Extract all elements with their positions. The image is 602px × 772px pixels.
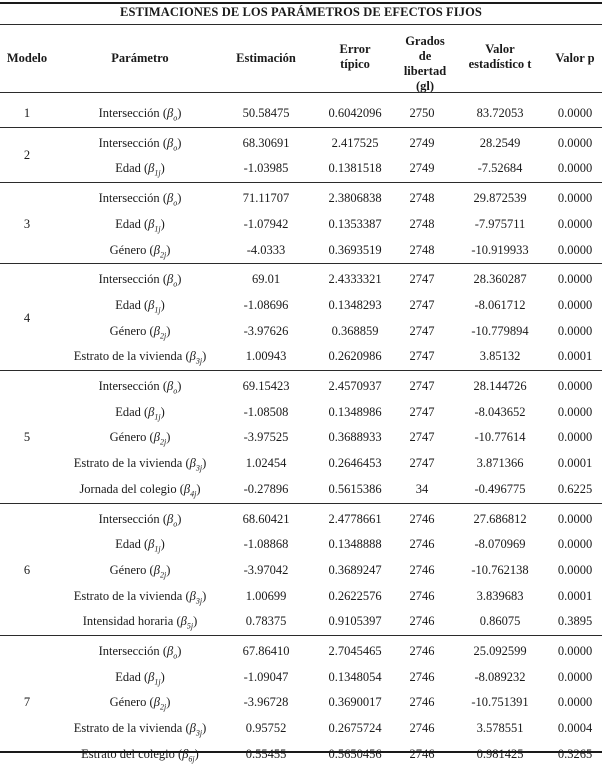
p-cell: 0.0004 xyxy=(557,721,593,736)
p-cell: 0.0000 xyxy=(557,272,593,287)
p-cell: 0.0000 xyxy=(557,695,593,710)
beta-symbol xyxy=(148,297,161,315)
param-cell: Edad $(\beta_{1j})$ xyxy=(115,161,165,178)
header-t-line2: estadístico t xyxy=(468,57,532,71)
param-cell: Estrato de la vivienda $(\beta_{3j})$ xyxy=(73,588,207,606)
model-label: 4 xyxy=(23,310,31,325)
est-cell: 1.00943 xyxy=(245,349,287,364)
header-modelo: Modelo xyxy=(6,51,48,65)
p-cell: 0.0001 xyxy=(557,349,593,364)
est-cell: -3.97626 xyxy=(243,323,289,338)
param-cell: Intersección $(\beta_o)$ xyxy=(98,135,182,153)
param-name: Jornada del colegio xyxy=(79,481,177,496)
est-cell: 69.15423 xyxy=(242,379,290,393)
est-cell: -1.09047 xyxy=(243,669,289,684)
beta-subscript: 1j xyxy=(154,168,161,178)
t-cell: -8.089232 xyxy=(474,669,526,684)
beta-subscript: o xyxy=(173,519,178,528)
beta-symbol xyxy=(148,161,161,178)
param-cell: Intersección $(\beta_o)$ xyxy=(98,191,182,208)
beta-subscript: o xyxy=(173,143,178,153)
t-cell: 83.72053 xyxy=(476,106,524,120)
est-cell: -1.03985 xyxy=(243,161,289,176)
err-cell: 0.368859 xyxy=(331,323,379,338)
header-error xyxy=(312,42,398,72)
param-name: Estrato de la vivienda xyxy=(73,721,183,736)
param-name: Intersección xyxy=(98,644,160,658)
beta-subscript: 2j xyxy=(159,702,167,712)
beta-symbol xyxy=(166,272,178,289)
param-cell: Edad $(\beta_{1j})$ xyxy=(115,216,165,234)
t-cell: 28.360287 xyxy=(473,272,527,287)
beta-symbol xyxy=(189,456,203,473)
beta-symbol xyxy=(148,216,161,234)
gl-cell: 2747 xyxy=(409,272,435,287)
beta-symbol xyxy=(166,644,178,661)
est-cell: 0.78375 xyxy=(245,614,287,629)
gl-cell: 2748 xyxy=(409,216,435,231)
param-name: Edad xyxy=(115,297,141,312)
param-cell: Intersección $(\beta_o)$ xyxy=(98,379,182,396)
t-cell: -10.762138 xyxy=(471,562,529,577)
gl-cell: 2749 xyxy=(409,161,435,176)
title-divider xyxy=(0,24,602,25)
beta-letter: β xyxy=(189,456,196,471)
gl-cell: 2746 xyxy=(409,511,435,526)
model-label: 7 xyxy=(23,695,31,710)
param-cell: Intersección $(\beta_o)$ xyxy=(98,511,182,528)
gl-cell: 2746 xyxy=(409,644,435,658)
gl-cell: 2747 xyxy=(409,430,435,445)
beta-subscript: 1j xyxy=(154,544,161,554)
est-cell: -1.08696 xyxy=(243,297,289,312)
beta-letter: β xyxy=(148,669,155,684)
est-cell: 69.01 xyxy=(251,272,281,287)
err-cell: 0.9105397 xyxy=(328,614,382,629)
header-error-line2: típico xyxy=(340,57,370,71)
t-cell: 28.144726 xyxy=(473,379,527,393)
gl-cell: 2750 xyxy=(409,106,435,120)
beta-subscript: 2j xyxy=(159,570,167,580)
beta-subscript: 2j xyxy=(159,250,167,259)
t-cell: -8.070969 xyxy=(474,537,526,552)
group-divider xyxy=(0,370,602,371)
header-divider xyxy=(0,92,602,93)
beta-letter: β xyxy=(182,746,189,761)
header-error-line1: Error xyxy=(339,42,371,56)
beta-subscript: o xyxy=(173,386,178,396)
param-name: Intersección xyxy=(98,511,160,526)
p-cell: 0.0000 xyxy=(557,135,593,150)
err-cell: 2.4778661 xyxy=(328,511,382,526)
gl-cell: 2747 xyxy=(409,379,435,393)
beta-symbol xyxy=(148,537,161,554)
param-cell: Género $(\beta_{2j})$ xyxy=(109,695,171,712)
beta-subscript: 3j xyxy=(195,596,203,606)
est-cell: 68.60421 xyxy=(242,511,290,526)
p-cell: 0.0000 xyxy=(557,106,593,120)
err-cell: 0.2646453 xyxy=(328,456,382,471)
beta-letter: β xyxy=(183,481,191,496)
beta-letter: β xyxy=(153,562,160,577)
param-name: Edad xyxy=(115,216,141,231)
p-cell: 0.0001 xyxy=(557,588,593,603)
param-name: Intersección xyxy=(98,191,160,206)
gl-cell: 2747 xyxy=(409,349,435,364)
t-cell: 0.981425 xyxy=(476,746,524,761)
err-cell: 0.5615386 xyxy=(328,481,382,496)
t-cell: 27.686812 xyxy=(473,511,527,526)
beta-letter: β xyxy=(148,161,155,176)
beta-letter: β xyxy=(166,511,174,526)
gl-cell: 2747 xyxy=(409,456,435,471)
p-cell: 0.0000 xyxy=(557,511,593,526)
model-label: 1 xyxy=(23,105,31,120)
est-cell: 71.11707 xyxy=(242,191,290,206)
beta-letter: β xyxy=(153,242,160,257)
beta-letter: β xyxy=(148,537,155,552)
param-name: Estrato del colegio xyxy=(81,746,175,761)
group-divider xyxy=(0,503,602,504)
param-name: Intensidad horaria xyxy=(82,614,174,629)
beta-letter: β xyxy=(189,588,196,603)
t-cell: 3.578551 xyxy=(476,721,524,736)
group-divider xyxy=(0,182,602,183)
est-cell: 0.55455 xyxy=(245,746,287,761)
err-cell: 0.1381518 xyxy=(328,161,382,176)
err-cell: 2.3806838 xyxy=(328,191,382,206)
gl-cell: 2746 xyxy=(409,746,435,761)
param-cell: Género $(\beta_{2j})$ xyxy=(109,562,171,580)
p-cell: 0.0000 xyxy=(557,430,593,445)
gl-cell: 2746 xyxy=(409,562,435,577)
beta-symbol xyxy=(189,349,203,366)
p-cell: 0.0000 xyxy=(557,216,593,231)
t-cell: 29.872539 xyxy=(473,191,527,206)
beta-subscript: 3j xyxy=(195,463,203,473)
t-cell: 3.85132 xyxy=(479,349,521,364)
t-cell: -8.061712 xyxy=(474,297,526,312)
model-label: 5 xyxy=(23,430,31,445)
beta-subscript: o xyxy=(173,198,178,208)
err-cell: 0.3693519 xyxy=(328,242,382,257)
beta-symbol xyxy=(167,512,177,526)
beta-subscript: 5j xyxy=(186,621,194,631)
gl-cell: 2746 xyxy=(409,695,435,710)
p-cell: 0.0000 xyxy=(557,669,593,684)
beta-symbol xyxy=(166,106,178,123)
t-cell: 25.092599 xyxy=(473,644,527,658)
param-cell: Género $(\beta_{2j})$ xyxy=(109,323,171,341)
est-cell: -4.0333 xyxy=(246,242,286,257)
est-cell: 1.00699 xyxy=(245,588,287,603)
beta-letter: β xyxy=(166,644,174,658)
p-cell: 0.0000 xyxy=(557,537,593,552)
model-label: 2 xyxy=(23,148,31,163)
p-cell: 0.0000 xyxy=(557,562,593,577)
beta-letter: β xyxy=(166,135,174,150)
header-gl-line2: libertad xyxy=(403,64,447,78)
t-cell: 3.871366 xyxy=(476,456,524,471)
t-cell: -7.52684 xyxy=(477,161,523,176)
param-cell: Género $(\beta_{2j})$ xyxy=(109,430,171,447)
t-cell: 28.2549 xyxy=(479,135,521,150)
model-label: 6 xyxy=(23,562,31,577)
beta-subscript: o xyxy=(173,651,178,661)
est-cell: 50.58475 xyxy=(242,106,290,120)
gl-cell: 2746 xyxy=(409,537,435,552)
model-label: 3 xyxy=(23,216,31,231)
table-bottom-border xyxy=(0,751,602,753)
beta-subscript: o xyxy=(173,279,178,289)
t-cell: -8.043652 xyxy=(474,404,526,419)
err-cell: 0.1348054 xyxy=(328,669,382,684)
p-cell: 0.0000 xyxy=(557,323,593,338)
param-cell: Edad $(\beta_{1j})$ xyxy=(115,537,165,554)
param-name: Intersección xyxy=(98,106,160,120)
beta-symbol xyxy=(166,135,178,153)
param-name: Edad xyxy=(115,161,141,176)
est-cell: 1.02454 xyxy=(245,456,287,471)
p-cell: 0.0000 xyxy=(557,404,593,419)
p-cell: 0.0000 xyxy=(557,161,593,176)
beta-symbol xyxy=(180,614,194,631)
param-name: Edad xyxy=(115,404,141,419)
param-name: Edad xyxy=(115,537,141,552)
beta-subscript: 2j xyxy=(159,331,167,341)
t-cell: -10.77614 xyxy=(474,430,526,445)
gl-cell: 2747 xyxy=(409,323,435,338)
header-p: Valor p xyxy=(555,51,595,65)
param-name: Género xyxy=(109,562,147,577)
beta-letter: β xyxy=(153,323,160,338)
param-name: Edad xyxy=(115,669,141,684)
header-gl-line1: Grados de xyxy=(405,34,445,63)
err-cell: 0.2620986 xyxy=(328,349,382,364)
param-cell: Edad $(\beta_{1j})$ xyxy=(115,669,165,687)
p-cell: 0.0000 xyxy=(557,297,593,312)
header-gl-line3: (gl) xyxy=(415,79,435,93)
err-cell: 0.3690017 xyxy=(328,695,382,710)
gl-cell: 2746 xyxy=(409,669,435,684)
est-cell: 0.95752 xyxy=(245,721,287,736)
t-cell: -0.496775 xyxy=(474,481,526,496)
param-cell: Intersección $(\beta_o)$ xyxy=(98,644,182,661)
beta-subscript: 6j xyxy=(188,754,195,764)
beta-letter: β xyxy=(189,721,196,736)
param-cell: Intersección $(\beta_o)$ xyxy=(98,106,182,123)
t-cell: -10.919933 xyxy=(471,242,529,257)
param-name: Intersección xyxy=(98,135,160,150)
beta-symbol xyxy=(153,562,167,580)
beta-subscript: 4j xyxy=(190,489,197,499)
gl-cell: 2747 xyxy=(409,404,435,419)
param-name: Género xyxy=(109,242,147,257)
beta-subscript: 3j xyxy=(195,728,203,738)
t-cell: -7.975711 xyxy=(474,216,526,231)
gl-cell: 2748 xyxy=(409,191,435,206)
header-parametro: Parámetro xyxy=(111,51,169,65)
est-cell: 68.30691 xyxy=(242,135,290,150)
beta-letter: β xyxy=(148,404,155,419)
table-top-border xyxy=(0,2,602,4)
beta-subscript: 1j xyxy=(154,677,161,687)
param-name: Género xyxy=(109,695,147,710)
beta-letter: β xyxy=(148,216,155,231)
err-cell: 2.417525 xyxy=(331,135,379,150)
header-estimacion: Estimación xyxy=(236,51,296,65)
beta-letter: β xyxy=(166,272,174,287)
beta-letter: β xyxy=(189,349,196,364)
err-cell: 0.2675724 xyxy=(328,721,382,736)
p-cell: 0.0000 xyxy=(557,644,593,658)
header-t xyxy=(452,42,548,72)
param-cell: Estrato de la vivienda $(\beta_{3j})$ xyxy=(73,721,207,738)
beta-symbol xyxy=(154,243,166,257)
err-cell: 2.4333321 xyxy=(328,272,382,287)
err-cell: 0.3689247 xyxy=(328,562,382,577)
param-cell: Jornada del colegio $(\beta_{4j})$ xyxy=(79,481,201,499)
p-cell: 0.3895 xyxy=(557,614,593,629)
t-cell: -10.751391 xyxy=(471,695,529,710)
beta-letter: β xyxy=(166,379,174,393)
err-cell: 0.3688933 xyxy=(328,430,382,445)
est-cell: -0.27896 xyxy=(243,481,289,496)
err-cell: 0.1348293 xyxy=(328,297,382,312)
gl-cell: 2746 xyxy=(409,721,435,736)
beta-symbol xyxy=(166,191,178,208)
table-title: ESTIMACIONES DE LOS PARÁMETROS DE EFECTOS FIJOS xyxy=(120,5,482,19)
param-cell: Intersección $(\beta_o)$ xyxy=(98,272,182,289)
param-name: Género xyxy=(109,430,147,445)
beta-symbol xyxy=(153,323,167,341)
gl-cell: 2746 xyxy=(409,614,435,629)
beta-subscript: o xyxy=(173,113,178,123)
header-gl xyxy=(398,34,452,94)
gl-cell: 2749 xyxy=(409,135,435,150)
beta-symbol xyxy=(189,721,203,738)
err-cell: 0.5650456 xyxy=(328,746,382,761)
param-cell: Edad $(\beta_{1j})$ xyxy=(115,404,165,422)
header-t-line1: Valor xyxy=(485,42,515,56)
param-cell: Estrato del colegio $(\beta_{6j})$ xyxy=(81,746,199,764)
t-cell: 3.839683 xyxy=(476,588,524,603)
err-cell: 2.4570937 xyxy=(328,379,382,393)
group-divider xyxy=(0,127,602,128)
err-cell: 0.1353387 xyxy=(328,216,382,231)
group-divider xyxy=(0,263,602,264)
beta-symbol xyxy=(148,669,161,687)
gl-cell: 34 xyxy=(415,481,429,496)
beta-subscript: 2j xyxy=(159,437,167,447)
group-divider xyxy=(0,635,602,636)
beta-letter: β xyxy=(148,297,155,312)
param-name: Intersección xyxy=(98,272,160,287)
p-cell: 0.0001 xyxy=(557,456,593,471)
est-cell: -3.97042 xyxy=(243,562,289,577)
p-cell: 0.0000 xyxy=(557,191,593,206)
param-name: Estrato de la vivienda xyxy=(73,349,183,364)
beta-symbol xyxy=(153,430,167,447)
err-cell: 0.6042096 xyxy=(328,106,382,120)
beta-letter: β xyxy=(153,695,160,710)
err-cell: 2.7045465 xyxy=(328,644,382,658)
beta-symbol xyxy=(148,404,161,422)
beta-symbol xyxy=(189,588,203,606)
beta-subscript: 1j xyxy=(154,305,161,315)
beta-letter: β xyxy=(180,614,187,629)
beta-letter: β xyxy=(153,430,160,445)
p-cell: 0.0000 xyxy=(557,242,593,257)
est-cell: -1.08508 xyxy=(243,404,289,419)
err-cell: 0.2622576 xyxy=(328,588,382,603)
gl-cell: 2746 xyxy=(409,588,435,603)
p-cell: 0.3265 xyxy=(557,746,593,761)
param-cell: Estrato de la vivienda $(\beta_{3j})$ xyxy=(73,456,207,473)
err-cell: 0.1348986 xyxy=(328,404,382,419)
param-cell: Género $(\beta_{2j})$ xyxy=(109,242,171,259)
gl-cell: 2747 xyxy=(409,297,435,312)
est-cell: 67.86410 xyxy=(242,644,290,658)
est-cell: -1.08868 xyxy=(243,537,289,552)
param-cell: Estrato de la vivienda $(\beta_{3j})$ xyxy=(73,349,207,366)
beta-symbol xyxy=(183,481,197,499)
beta-letter: β xyxy=(166,106,174,120)
est-cell: -1.07942 xyxy=(243,216,289,231)
beta-letter: β xyxy=(166,191,174,206)
beta-symbol xyxy=(153,695,167,712)
beta-subscript: 1j xyxy=(154,412,161,422)
param-name: Intersección xyxy=(98,379,160,393)
gl-cell: 2748 xyxy=(409,242,435,257)
est-cell: -3.97525 xyxy=(243,430,289,445)
err-cell: 0.1348888 xyxy=(328,537,382,552)
t-cell: -10.779894 xyxy=(471,323,529,338)
t-cell: 0.86075 xyxy=(479,614,521,629)
beta-subscript: 1j xyxy=(154,224,161,234)
est-cell: -3.96728 xyxy=(243,695,289,710)
param-cell: Intensidad horaria $(\beta_{5j})$ xyxy=(82,614,198,631)
param-name: Estrato de la vivienda xyxy=(73,456,183,471)
p-cell: 0.6225 xyxy=(557,481,593,496)
param-cell: Edad $(\beta_{1j})$ xyxy=(115,297,165,315)
param-name: Estrato de la vivienda xyxy=(73,588,183,603)
param-name: Género xyxy=(109,323,147,338)
beta-subscript: 3j xyxy=(195,356,203,366)
beta-symbol xyxy=(166,379,178,396)
p-cell: 0.0000 xyxy=(557,379,593,393)
